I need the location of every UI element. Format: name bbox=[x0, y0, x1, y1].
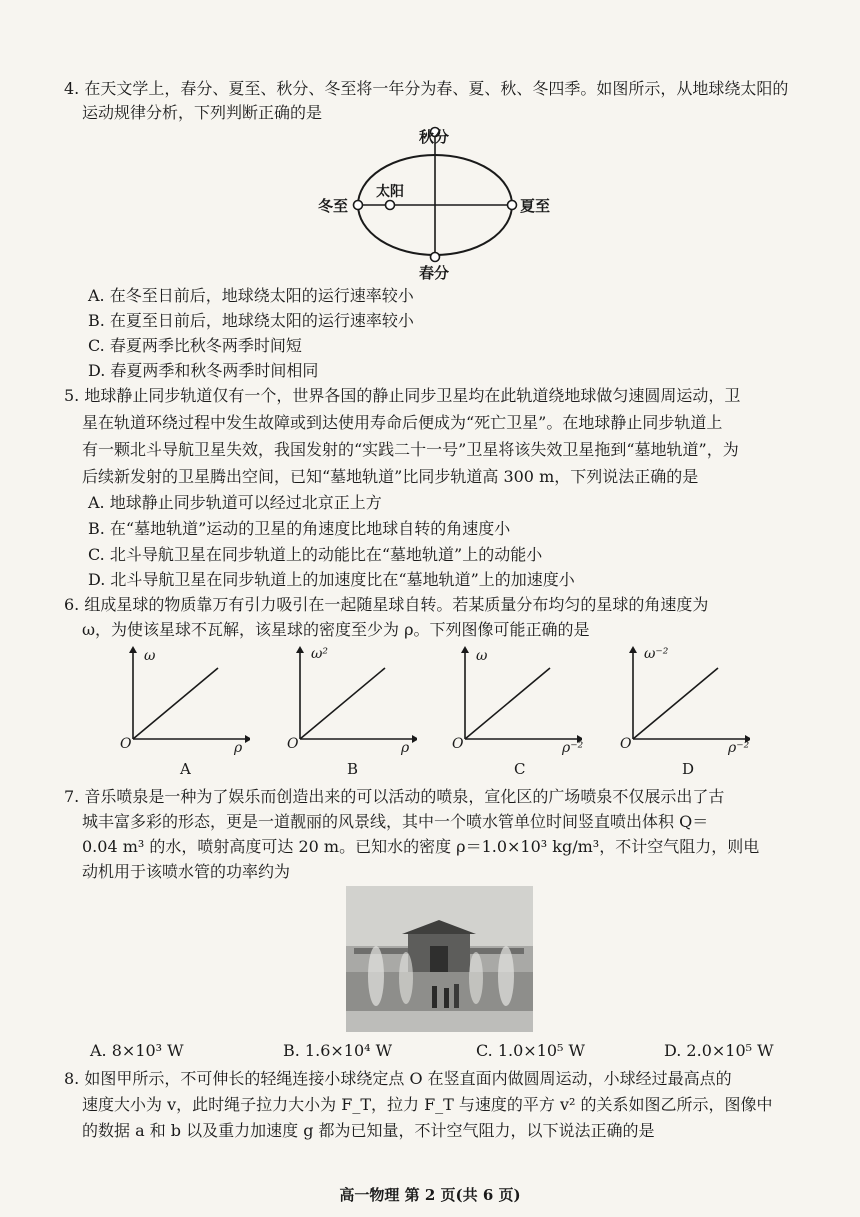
graph-d-x-label: ρ⁻² bbox=[728, 740, 750, 756]
graph-c-y-label: ω bbox=[476, 648, 488, 664]
graph-a-origin: O bbox=[120, 736, 132, 752]
q4-option-c: C. 春夏两季比秋冬两季时间短 bbox=[88, 336, 302, 355]
spring-equinox-point bbox=[431, 253, 440, 262]
q4-option-b: B. 在夏至日前后，地球绕太阳的运行速率较小 bbox=[88, 311, 414, 330]
q5-stem-line3: 有一颗北斗导航卫星失效，我国发射的“实践二十一号”卫星将该失效卫星拖到“墓地轨道”，为 bbox=[82, 440, 739, 459]
label-summer-solstice: 夏至 bbox=[520, 197, 551, 215]
q5-option-a: A. 地球静止同步轨道可以经过北京正上方 bbox=[88, 493, 382, 512]
summer-solstice-point bbox=[508, 201, 517, 210]
graph-a-label: A bbox=[180, 760, 191, 778]
q7-stem-line1: 7. 音乐喷泉是一种为了娱乐而创造出来的可以活动的喷泉，宣化区的广场喷泉不仅展示出了古 bbox=[64, 787, 725, 806]
graph-a-x-label: ρ bbox=[234, 740, 243, 756]
graph-c-label: C bbox=[514, 760, 526, 778]
graph-b-origin: O bbox=[287, 736, 299, 752]
q5-stem-line1: 5. 地球静止同步轨道仅有一个，世界各国的静止同步卫星均在此轨道绕地球做匀速圆周运动，卫 bbox=[64, 386, 741, 405]
q5-option-c: C. 北斗导航卫星在同步轨道上的动能比在“墓地轨道”上的动能小 bbox=[88, 545, 543, 564]
q4-option-d: D. 春夏两季和秋冬两季时间相同 bbox=[88, 361, 319, 380]
graph-d-label: D bbox=[682, 760, 695, 778]
graph-b-label: B bbox=[347, 760, 359, 778]
q7-option-d: D. 2.0×10⁵ W bbox=[664, 1041, 774, 1060]
sun-point bbox=[386, 201, 395, 210]
graph-c-origin: O bbox=[452, 736, 464, 752]
q7-stem-line3: 0.04 m³ 的水，喷射高度可达 20 m。已知水的密度 ρ＝1.0×10³ kg/m³，不计空气阻力，则电 bbox=[82, 837, 760, 856]
fountain-photo bbox=[346, 886, 533, 1032]
graph-b-x-label: ρ bbox=[401, 740, 410, 756]
graph-a-y-label: ω bbox=[144, 648, 156, 664]
q4-stem-line1: 4. 在天文学上，春分、夏至、秋分、冬至将一年分为春、夏、秋、冬四季。如图所示，从地球绕太阳的 bbox=[64, 79, 789, 98]
graph-c-x-label: ρ⁻² bbox=[562, 740, 584, 756]
q4-stem-line2: 运动规律分析，下列判断正确的是 bbox=[82, 103, 323, 122]
q4-option-a: A. 在冬至日前后，地球绕太阳的运行速率较小 bbox=[88, 286, 414, 305]
q5-option-d: D. 北斗导航卫星在同步轨道上的加速度比在“墓地轨道”上的加速度小 bbox=[88, 570, 575, 589]
q8-stem-line3: 的数据 a 和 b 以及重力加速度 g 都为已知量，不计空气阻力，以下说法正确的是 bbox=[82, 1121, 655, 1140]
page-footer: 高一物理 第 2 页(共 6 页) bbox=[339, 1186, 521, 1204]
q5-stem-line2: 星在轨道环绕过程中发生故障或到达使用寿命后便成为“死亡卫星”。在地球静止同步轨道上 bbox=[82, 413, 723, 432]
q7-option-a: A. 8×10³ W bbox=[90, 1041, 184, 1060]
graph-a bbox=[120, 646, 250, 756]
graph-d-y-label: ω⁻² bbox=[644, 646, 669, 662]
label-spring-equinox: 春分 bbox=[419, 264, 450, 282]
label-sun: 太阳 bbox=[376, 184, 404, 200]
q8-stem-line2: 速度大小为 v，此时绳子拉力大小为 F_T，拉力 F_T 与速度的平方 v² 的关系如图乙所示，图像中 bbox=[82, 1095, 773, 1114]
q5-stem-line4: 后续新发射的卫星腾出空间，已知“墓地轨道”比同步轨道高 300 m，下列说法正确的是 bbox=[82, 467, 699, 486]
q8-stem-line1: 8. 如图甲所示，不可伸长的轻绳连接小球绕定点 O 在竖直面内做圆周运动，小球经过最高点的 bbox=[64, 1069, 732, 1088]
q6-stem-line2: ω，为使该星球不瓦解，该星球的密度至少为 ρ。下列图像可能正确的是 bbox=[82, 620, 590, 639]
graph-b-y-label: ω² bbox=[311, 646, 329, 662]
winter-solstice-point bbox=[354, 201, 363, 210]
q5-option-b: B. 在“墓地轨道”运动的卫星的角速度比地球自转的角速度小 bbox=[88, 519, 511, 538]
graph-d-origin: O bbox=[620, 736, 632, 752]
q7-stem-line2: 城丰富多彩的形态，更是一道靓丽的风景线，其中一个喷水管单位时间竖直喷出体积 Q＝ bbox=[82, 812, 709, 831]
q7-stem-line4: 动机用于该喷水管的功率约为 bbox=[82, 862, 291, 881]
q7-option-b: B. 1.6×10⁴ W bbox=[283, 1041, 393, 1060]
q7-option-c: C. 1.0×10⁵ W bbox=[476, 1041, 585, 1060]
label-winter-solstice: 冬至 bbox=[318, 197, 349, 215]
q6-stem-line1: 6. 组成星球的物质靠万有引力吸引在一起随星球自转。若某质量分布均匀的星球的角速度为 bbox=[64, 595, 709, 614]
graph-b bbox=[287, 646, 417, 756]
label-autumn-equinox: 秋分 bbox=[419, 128, 450, 146]
